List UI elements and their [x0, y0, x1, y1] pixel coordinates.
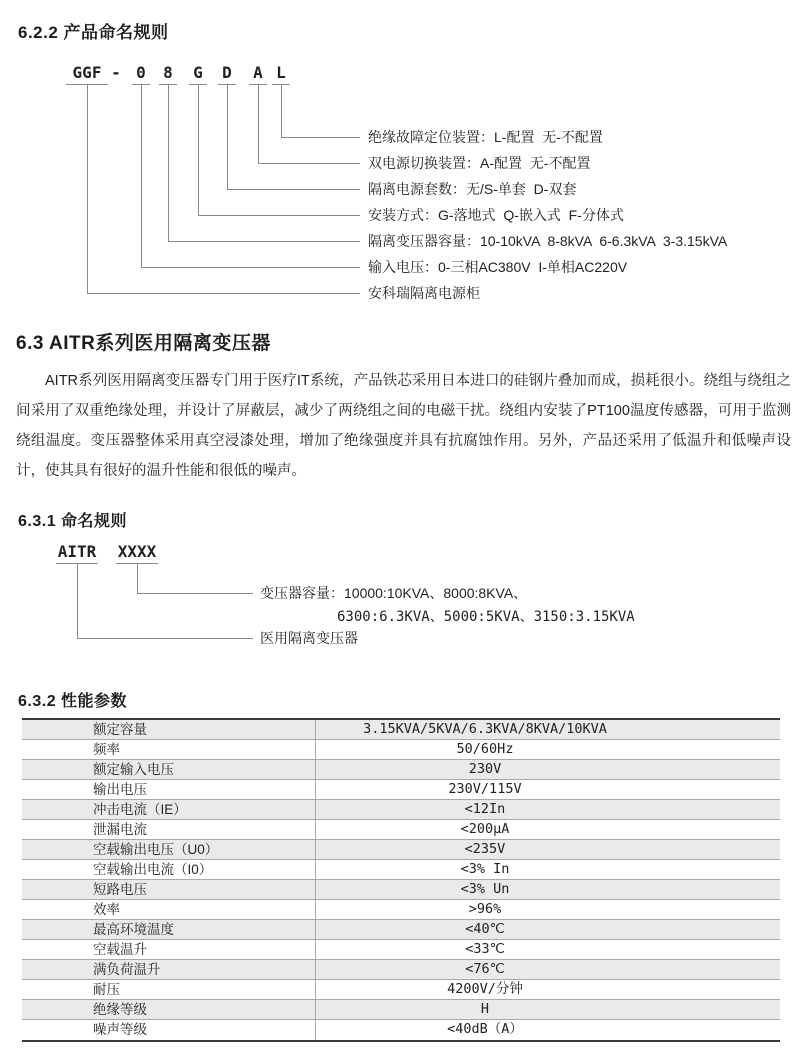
section-title-631: 6.3.1 命名规则 — [18, 513, 128, 530]
table-row — [22, 920, 780, 940]
table-row — [22, 840, 780, 860]
param-value: <3% Un — [460, 881, 510, 897]
table-row — [22, 1020, 780, 1040]
param-value: H — [480, 1001, 490, 1017]
connector-line — [77, 563, 78, 638]
table-row — [22, 900, 780, 920]
param-label: 输出电压 — [93, 782, 147, 797]
connector-line — [258, 84, 259, 163]
param-value: <40℃ — [465, 921, 505, 937]
connector-line — [87, 84, 88, 293]
aitr-description-paragraph: AITR系列医用隔离变压器专门用于医疗IT系统，产品铁芯采用日本进口的硅钢片叠加而成，损耗很小。绕组与绕组之间采用了双重绝缘处理，并设计了屏蔽层，减少了两绕组之间的电磁干扰。绕组内安装了PT100温度传感器，可用于监测绕组温度。变压器整体采用真空浸漆处理，增加了绝缘强度并具有抗腐蚀作用。另外，产品还采用了低温升和低噪声设计，使其具有很好的温升性能和很低的噪声。 — [16, 373, 791, 479]
param-label: 频率 — [93, 742, 120, 757]
table-row — [22, 860, 780, 880]
code-word-aitr: AITR — [56, 543, 98, 564]
param-label: 空载输出电流（I0） — [93, 862, 213, 877]
code-char-dash: - — [111, 63, 121, 82]
connector-line — [137, 593, 253, 594]
code-char-sets: D — [218, 64, 236, 85]
code-char-mounting: G — [189, 64, 207, 85]
param-value: 50/60Hz — [456, 741, 514, 757]
param-value: <12In — [464, 801, 506, 817]
param-label: 短路电压 — [93, 882, 147, 897]
connector-line — [258, 163, 360, 164]
label-capacity-line2: 6300:6.3KVA、5000:5KVA、3150:3.15KVA — [337, 609, 635, 625]
table-row — [22, 940, 780, 960]
param-value: 3.15KVA/5KVA/6.3KVA/8KVA/10KVA — [363, 721, 607, 737]
param-label: 耐压 — [93, 982, 120, 997]
param-label: 额定输入电压 — [93, 762, 174, 777]
param-value: 4200V/分钟 — [447, 981, 523, 997]
label-transformer-capacity: 隔离变压器容量：10-10kVA 8-8kVA 6-6.3kVA 3-3.15kVA — [368, 233, 728, 249]
table-row — [22, 820, 780, 840]
param-value: 230V — [468, 761, 502, 777]
connector-line — [227, 189, 360, 190]
table-column-divider — [315, 720, 316, 1040]
table-row — [22, 720, 780, 740]
label-product-family: 安科瑞隔离电源柜 — [368, 285, 480, 301]
param-label: 噪声等级 — [93, 1022, 147, 1037]
connector-line — [198, 215, 360, 216]
label-isolation-sets: 隔离电源套数：无/S-单套 D-双套 — [368, 181, 577, 197]
param-label: 最高环境温度 — [93, 922, 174, 937]
code-word-capacity: XXXX — [116, 543, 158, 564]
param-label: 绝缘等级 — [93, 1002, 147, 1017]
param-value: <33℃ — [465, 941, 505, 957]
code-char-ats: A — [249, 64, 267, 85]
table-row — [22, 740, 780, 760]
param-value: >96% — [468, 901, 502, 917]
param-value: <235V — [464, 841, 506, 857]
section-title-63: 6.3 AITR系列医用隔离变压器 — [16, 333, 271, 354]
code-char-prefix: GGF — [66, 64, 108, 85]
table-row — [22, 880, 780, 900]
param-value: <3% In — [460, 861, 510, 877]
param-value: <200μA — [460, 821, 510, 837]
connector-line — [281, 84, 282, 137]
param-label: 效率 — [93, 902, 120, 917]
label-capacity-line1: 变压器容量：10000:10KVA、8000:8KVA、 — [260, 585, 528, 601]
section-title-632: 6.3.2 性能参数 — [18, 693, 128, 710]
table-row — [22, 960, 780, 980]
connector-line — [87, 293, 360, 294]
connector-line — [77, 638, 253, 639]
param-value: <76℃ — [465, 961, 505, 977]
connector-line — [137, 563, 138, 593]
code-char-locator: L — [272, 64, 290, 85]
section-title-622: 6.2.2 产品命名规则 — [18, 23, 169, 42]
label-medical-transformer: 医用隔离变压器 — [260, 630, 358, 646]
connector-line — [141, 84, 142, 267]
param-label: 泄漏电流 — [93, 822, 147, 837]
param-label: 冲击电流（IE） — [93, 802, 187, 817]
table-row — [22, 780, 780, 800]
label-dual-power-switch: 双电源切换装置：A-配置 无-不配置 — [368, 155, 591, 171]
connector-line — [227, 84, 228, 189]
param-value: <40dB（A） — [447, 1021, 523, 1037]
performance-parameters-table — [22, 718, 780, 1042]
ggf-naming-diagram — [0, 0, 800, 320]
connector-line — [281, 137, 360, 138]
table-row — [22, 980, 780, 1000]
label-insulation-fault-locator: 绝缘故障定位装置：L-配置 无-不配置 — [368, 129, 603, 145]
param-label: 额定容量 — [93, 722, 147, 737]
connector-line — [141, 267, 360, 268]
code-char-capacity: 8 — [159, 64, 177, 85]
connector-line — [168, 84, 169, 241]
table-row — [22, 800, 780, 820]
label-input-voltage: 输入电压：0-三相AC380V I-单相AC220V — [368, 259, 628, 275]
param-label: 满负荷温升 — [93, 962, 161, 977]
param-value: 230V/115V — [448, 781, 522, 797]
param-label: 空载温升 — [93, 942, 147, 957]
connector-line — [198, 84, 199, 215]
label-mounting-type: 安装方式：G-落地式 Q-嵌入式 F-分体式 — [368, 207, 624, 223]
table-row — [22, 760, 780, 780]
param-label: 空载输出电压（U0） — [93, 842, 219, 857]
table-row — [22, 1000, 780, 1020]
connector-line — [168, 241, 360, 242]
code-char-input: 0 — [132, 64, 150, 85]
